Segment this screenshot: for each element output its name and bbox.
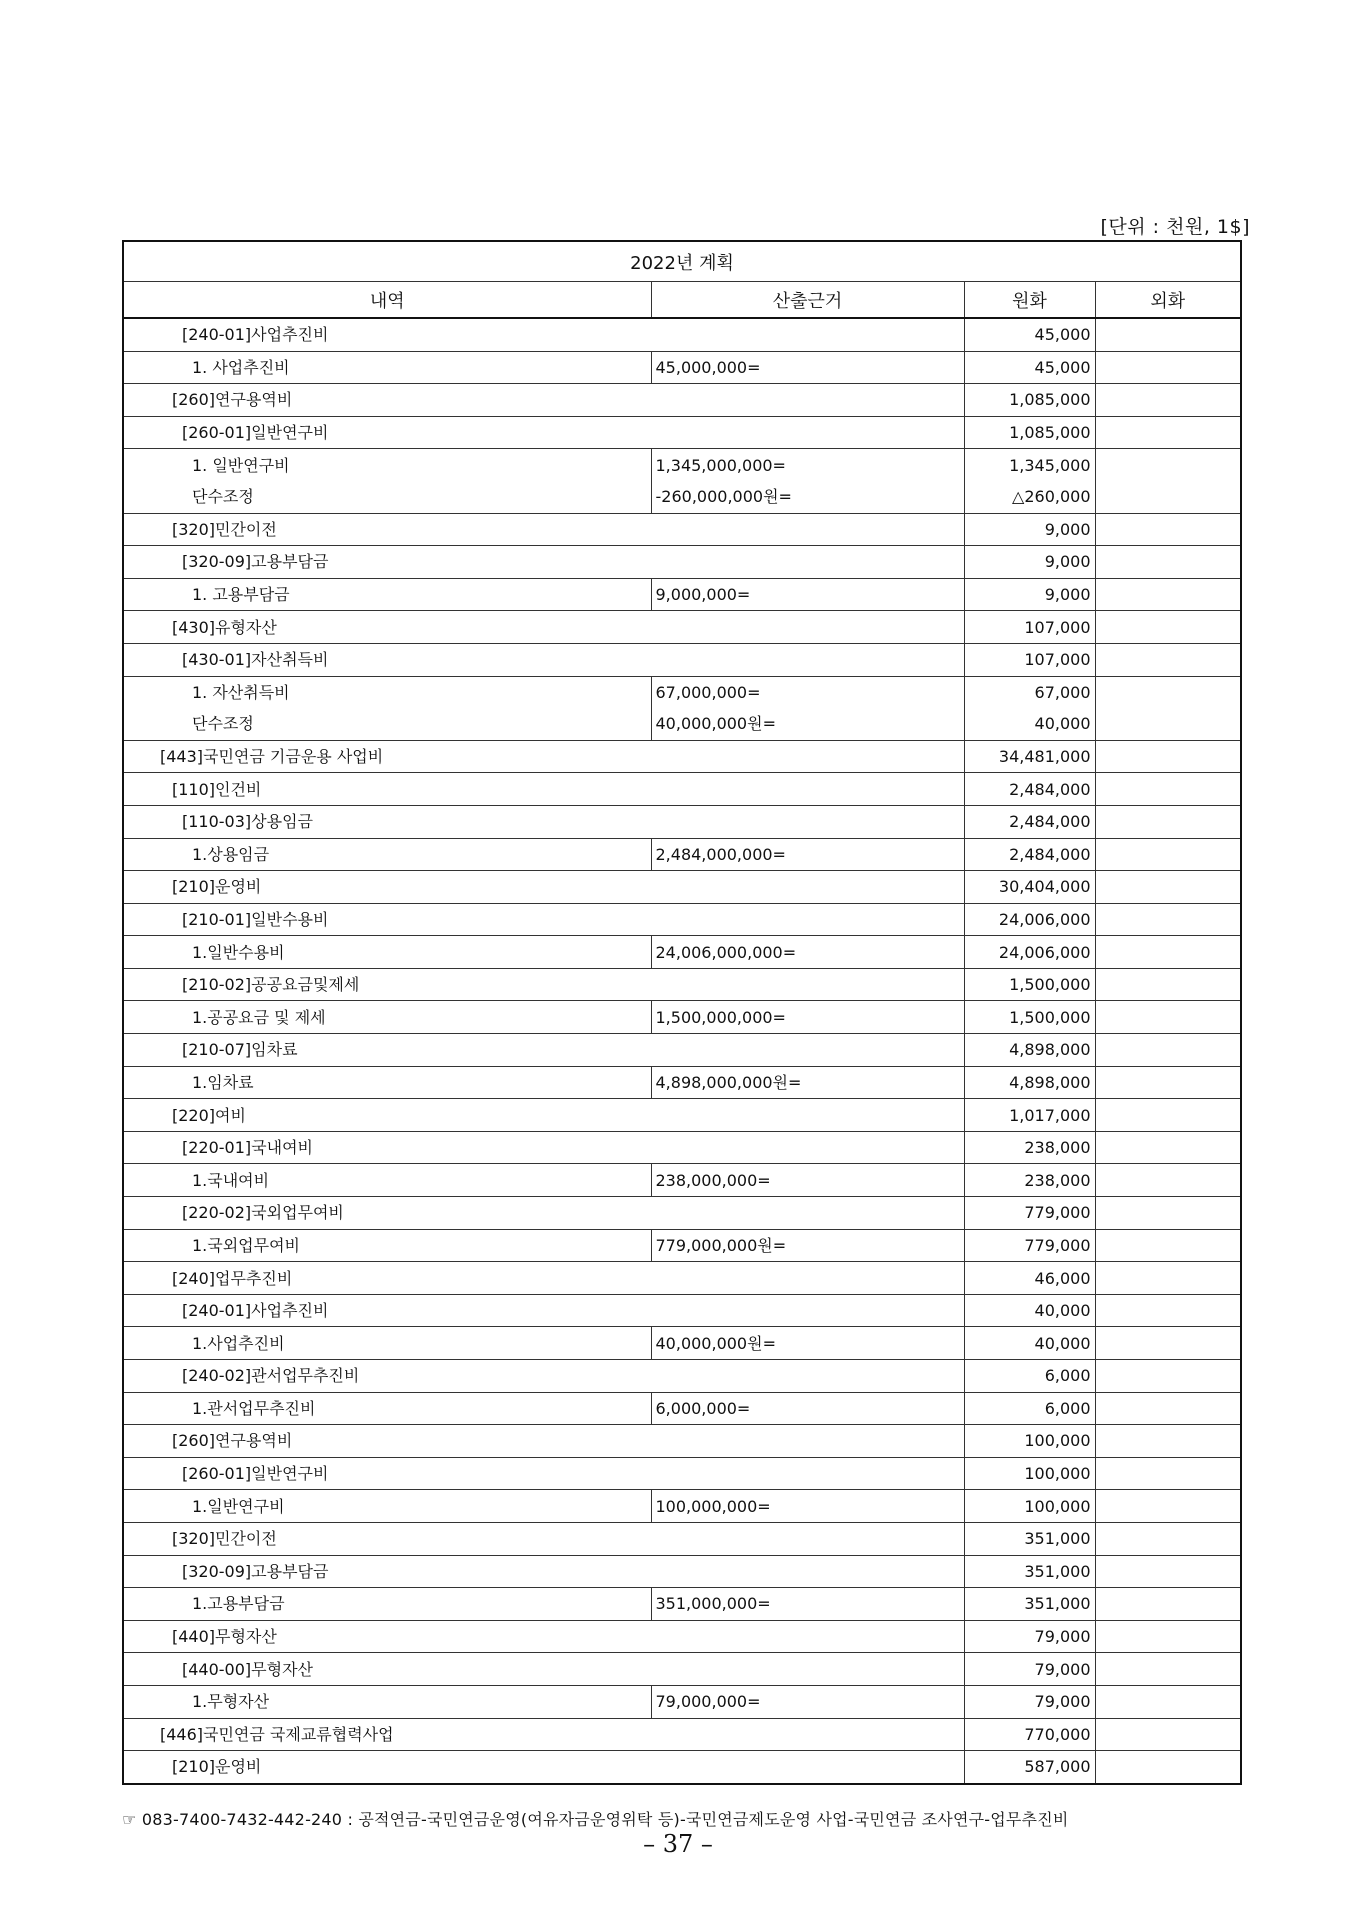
row-desc: [320-09]고용부담금: [123, 546, 964, 579]
row-basis: 351,000,000=: [651, 1588, 964, 1621]
row-fx: [1095, 740, 1241, 773]
row-krw: 45,000: [964, 351, 1095, 384]
row-fx: [1095, 1653, 1241, 1686]
row-fx: [1095, 676, 1241, 708]
row-basis: 6,000,000=: [651, 1392, 964, 1425]
row-fx: [1095, 1457, 1241, 1490]
row-krw: 107,000: [964, 643, 1095, 676]
row-fx: [1095, 1490, 1241, 1523]
row-fx: [1095, 1099, 1241, 1132]
table-row: [123, 1425, 1241, 1458]
row-desc: [260]연구용역비: [123, 384, 964, 417]
row-desc: [320]민간이전: [123, 513, 964, 546]
row-fx: [1095, 1197, 1241, 1230]
row-fx: [1095, 1392, 1241, 1425]
row-fx: [1095, 1425, 1241, 1458]
table-row: [123, 1620, 1241, 1653]
row-fx: [1095, 773, 1241, 806]
row-fx: [1095, 1555, 1241, 1588]
table-row: [123, 968, 1241, 1001]
table-row: [123, 1653, 1241, 1686]
table-row: [123, 1522, 1241, 1555]
row-fx: [1095, 903, 1241, 936]
table-row: [123, 740, 1241, 773]
row-desc: [320-09]고용부담금: [123, 1555, 964, 1588]
table-row: [123, 513, 1241, 546]
table-body: [123, 318, 1241, 1784]
row-krw: 1,500,000: [964, 968, 1095, 1001]
table-row: [123, 1490, 1241, 1523]
row-fx: [1095, 1588, 1241, 1621]
table-row: [123, 676, 1241, 708]
row-desc: 1.고용부담금: [123, 1588, 651, 1621]
row-krw: 1,085,000: [964, 416, 1095, 449]
row-fx: [1095, 1229, 1241, 1262]
row-krw: 587,000: [964, 1751, 1095, 1784]
row-fx: [1095, 416, 1241, 449]
row-krw: 40,000: [964, 1327, 1095, 1360]
table-row: [123, 1164, 1241, 1197]
row-krw: 779,000: [964, 1197, 1095, 1230]
row-desc: 단수조정: [123, 481, 651, 513]
row-krw: 46,000: [964, 1262, 1095, 1295]
row-krw: 2,484,000: [964, 838, 1095, 871]
table-row: [123, 481, 1241, 513]
table-row: [123, 416, 1241, 449]
row-desc: 단수조정: [123, 708, 651, 740]
row-krw: 238,000: [964, 1131, 1095, 1164]
row-krw: 238,000: [964, 1164, 1095, 1197]
row-krw: 34,481,000: [964, 740, 1095, 773]
table-row: [123, 1066, 1241, 1099]
header-fx: 외화: [1095, 282, 1241, 319]
row-desc: [240-01]사업추진비: [123, 318, 964, 351]
row-fx: [1095, 1360, 1241, 1393]
row-desc: 1.임차료: [123, 1066, 651, 1099]
row-fx: [1095, 1034, 1241, 1067]
table-row: [123, 1360, 1241, 1393]
row-fx: [1095, 838, 1241, 871]
row-basis: 238,000,000=: [651, 1164, 964, 1197]
row-krw: 24,006,000: [964, 936, 1095, 969]
table-row: [123, 1751, 1241, 1784]
row-fx: [1095, 611, 1241, 644]
table-row: [123, 546, 1241, 579]
row-basis: 9,000,000=: [651, 578, 964, 611]
row-krw: 9,000: [964, 546, 1095, 579]
table-row: [123, 1001, 1241, 1034]
row-fx: [1095, 1066, 1241, 1099]
row-krw: 351,000: [964, 1555, 1095, 1588]
row-krw: 351,000: [964, 1588, 1095, 1621]
row-krw: 4,898,000: [964, 1034, 1095, 1067]
row-fx: [1095, 1718, 1241, 1751]
table-row: [123, 936, 1241, 969]
table-row: [123, 1327, 1241, 1360]
row-fx: [1095, 546, 1241, 579]
row-fx: [1095, 578, 1241, 611]
table-row: [123, 838, 1241, 871]
table-row: [123, 1294, 1241, 1327]
header-krw: 원화: [964, 282, 1095, 319]
row-desc: 1. 고용부담금: [123, 578, 651, 611]
row-basis: 1,345,000,000=: [651, 449, 964, 481]
table-row: [123, 805, 1241, 838]
row-fx: [1095, 805, 1241, 838]
row-desc: [260-01]일반연구비: [123, 416, 964, 449]
row-fx: [1095, 936, 1241, 969]
row-desc: 1.국내여비: [123, 1164, 651, 1197]
row-fx: [1095, 481, 1241, 513]
table-row: [123, 611, 1241, 644]
table-row: [123, 1197, 1241, 1230]
table-row: [123, 1457, 1241, 1490]
row-krw: 24,006,000: [964, 903, 1095, 936]
header-desc: 내역: [123, 282, 651, 319]
table-row: [123, 871, 1241, 904]
row-krw: 45,000: [964, 318, 1095, 351]
table-row: [123, 773, 1241, 806]
row-basis: 79,000,000=: [651, 1685, 964, 1718]
row-desc: [430]유형자산: [123, 611, 964, 644]
table-title-row: [123, 241, 1241, 282]
row-desc: [210-01]일반수용비: [123, 903, 964, 936]
row-desc: [210-07]임차료: [123, 1034, 964, 1067]
row-krw: 4,898,000: [964, 1066, 1095, 1099]
row-fx: [1095, 1327, 1241, 1360]
row-krw: 79,000: [964, 1685, 1095, 1718]
row-basis: 2,484,000,000=: [651, 838, 964, 871]
table-row: [123, 708, 1241, 740]
table-row: [123, 384, 1241, 417]
row-desc: [430-01]자산취득비: [123, 643, 964, 676]
row-fx: [1095, 1131, 1241, 1164]
row-desc: [260-01]일반연구비: [123, 1457, 964, 1490]
row-basis: 67,000,000=: [651, 676, 964, 708]
row-krw: 107,000: [964, 611, 1095, 644]
row-desc: [220-02]국외업무여비: [123, 1197, 964, 1230]
row-desc: [210-02]공공요금및제세: [123, 968, 964, 1001]
row-desc: [440]무형자산: [123, 1620, 964, 1653]
row-desc: 1. 자산취득비: [123, 676, 651, 708]
row-fx: [1095, 708, 1241, 740]
page-number: – 37 –: [643, 1830, 713, 1858]
table-header-row: [123, 282, 1241, 319]
row-desc: 1.상용임금: [123, 838, 651, 871]
row-desc: 1. 일반연구비: [123, 449, 651, 481]
row-krw: 1,345,000: [964, 449, 1095, 481]
budget-table: [122, 240, 1242, 1785]
row-krw: 40,000: [964, 708, 1095, 740]
row-krw: 100,000: [964, 1490, 1095, 1523]
table-row: [123, 449, 1241, 481]
row-desc: [110-03]상용임금: [123, 805, 964, 838]
row-desc: 1. 사업추진비: [123, 351, 651, 384]
row-fx: [1095, 968, 1241, 1001]
row-basis: -260,000,000원=: [651, 481, 964, 513]
row-fx: [1095, 643, 1241, 676]
row-krw: 779,000: [964, 1229, 1095, 1262]
row-fx: [1095, 318, 1241, 351]
row-krw: 30,404,000: [964, 871, 1095, 904]
row-desc: [260]연구용역비: [123, 1425, 964, 1458]
row-krw: 6,000: [964, 1360, 1095, 1393]
row-basis: 45,000,000=: [651, 351, 964, 384]
row-krw: 79,000: [964, 1653, 1095, 1686]
row-desc: [240-02]관서업무추진비: [123, 1360, 964, 1393]
row-basis: 1,500,000,000=: [651, 1001, 964, 1034]
row-desc: [440-00]무형자산: [123, 1653, 964, 1686]
row-desc: [220]여비: [123, 1099, 964, 1132]
table-row: [123, 578, 1241, 611]
row-fx: [1095, 449, 1241, 481]
row-fx: [1095, 1001, 1241, 1034]
row-desc: 1.관서업무추진비: [123, 1392, 651, 1425]
row-krw: 6,000: [964, 1392, 1095, 1425]
row-krw: △260,000: [964, 481, 1095, 513]
table-title: 2022년 계획: [123, 241, 1241, 282]
row-desc: 1.국외업무여비: [123, 1229, 651, 1262]
row-krw: 9,000: [964, 513, 1095, 546]
header-basis: 산출근거: [651, 282, 964, 319]
row-fx: [1095, 384, 1241, 417]
row-krw: 40,000: [964, 1294, 1095, 1327]
table-row: [123, 1588, 1241, 1621]
row-desc: 1.일반연구비: [123, 1490, 651, 1523]
row-krw: 67,000: [964, 676, 1095, 708]
row-krw: 770,000: [964, 1718, 1095, 1751]
table-row: [123, 643, 1241, 676]
row-desc: 1.공공요금 및 제세: [123, 1001, 651, 1034]
row-basis: 779,000,000원=: [651, 1229, 964, 1262]
table-row: [123, 1099, 1241, 1132]
row-krw: 100,000: [964, 1457, 1095, 1490]
row-desc: [320]민간이전: [123, 1522, 964, 1555]
row-basis: 100,000,000=: [651, 1490, 964, 1523]
row-fx: [1095, 1751, 1241, 1784]
row-fx: [1095, 1522, 1241, 1555]
row-krw: 9,000: [964, 578, 1095, 611]
row-basis: 24,006,000,000=: [651, 936, 964, 969]
row-basis: 40,000,000원=: [651, 708, 964, 740]
row-krw: 79,000: [964, 1620, 1095, 1653]
row-desc: [220-01]국내여비: [123, 1131, 964, 1164]
row-desc: [240]업무추진비: [123, 1262, 964, 1295]
row-krw: 100,000: [964, 1425, 1095, 1458]
row-fx: [1095, 1262, 1241, 1295]
table-row: [123, 1555, 1241, 1588]
row-krw: 1,085,000: [964, 384, 1095, 417]
row-fx: [1095, 1685, 1241, 1718]
row-desc: 1.일반수용비: [123, 936, 651, 969]
row-desc: [210]운영비: [123, 1751, 964, 1784]
row-krw: 1,500,000: [964, 1001, 1095, 1034]
row-fx: [1095, 871, 1241, 904]
table-row: [123, 1131, 1241, 1164]
row-desc: [240-01]사업추진비: [123, 1294, 964, 1327]
row-krw: 351,000: [964, 1522, 1095, 1555]
row-fx: [1095, 1620, 1241, 1653]
row-fx: [1095, 1164, 1241, 1197]
unit-note: [단위 : 천원, 1$]: [1100, 216, 1250, 238]
row-desc: [210]운영비: [123, 871, 964, 904]
row-krw: 1,017,000: [964, 1099, 1095, 1132]
table-row: [123, 318, 1241, 351]
footer-note: ☞ 083-7400-7432-442-240 : 공적연금-국민연금운영(여유자금운영위탁 등)-국민연금제도운영 사업-국민연금 조사연구-업무추진비: [122, 1810, 1069, 1829]
row-fx: [1095, 351, 1241, 384]
row-desc: [443]국민연금 기금운용 사업비: [123, 740, 964, 773]
table-row: [123, 351, 1241, 384]
table-row: [123, 1685, 1241, 1718]
table-row: [123, 1718, 1241, 1751]
row-krw: 2,484,000: [964, 773, 1095, 806]
table-row: [123, 1262, 1241, 1295]
row-desc: [446]국민연금 국제교류협력사업: [123, 1718, 964, 1751]
row-fx: [1095, 1294, 1241, 1327]
row-desc: 1.무형자산: [123, 1685, 651, 1718]
row-krw: 2,484,000: [964, 805, 1095, 838]
table-row: [123, 1392, 1241, 1425]
row-basis: 40,000,000원=: [651, 1327, 964, 1360]
row-desc: 1.사업추진비: [123, 1327, 651, 1360]
table-row: [123, 1034, 1241, 1067]
row-fx: [1095, 513, 1241, 546]
row-basis: 4,898,000,000원=: [651, 1066, 964, 1099]
row-desc: [110]인건비: [123, 773, 964, 806]
table-row: [123, 903, 1241, 936]
table-row: [123, 1229, 1241, 1262]
